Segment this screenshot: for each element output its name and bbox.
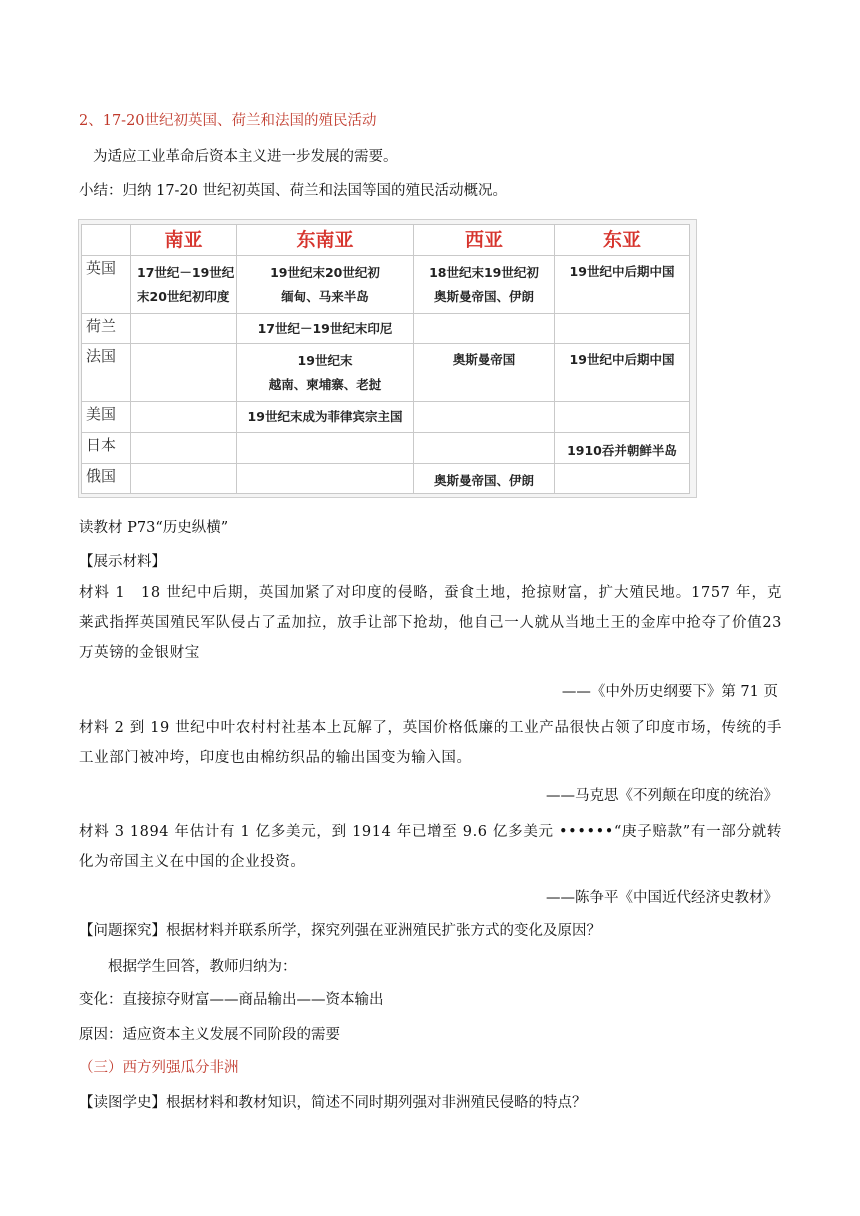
table-header-southeast-asia: 东南亚 [237, 225, 414, 256]
intro-text: 为适应工业革命后资本主义进一步发展的需要。 [93, 149, 398, 165]
table-cell [131, 464, 237, 494]
country-cell: 荷兰 [82, 314, 131, 344]
table-cell [131, 314, 237, 344]
table-row [82, 402, 690, 433]
table-row [82, 464, 690, 494]
question-explore: 【问题探究】根据材料并联系所学，探究列强在亚洲殖民扩张方式的变化及原因？ [79, 923, 601, 939]
table-cell [555, 464, 690, 494]
table-cell: 17世纪－19世纪末印尼 [237, 314, 414, 344]
table-cell: 19世纪末成为菲律宾宗主国 [237, 402, 414, 433]
country-cell: 俄国 [82, 464, 131, 494]
country-cell: 日本 [82, 433, 131, 464]
read-textbook-line: 读教材 P73“历史纵横” [79, 520, 229, 536]
table-cell [555, 402, 690, 433]
table-header-west-asia: 西亚 [414, 225, 555, 256]
table-cell [555, 314, 690, 344]
material-1-text: 材料 1 18 世纪中后期，英国加紧了对印度的侵略，蚕食土地，抢掠财富，扩大殖民地。1757 年，克莱武指挥英国殖民军队侵占了孟加拉，放手让部下抢劫，他自己一人就从当地土王的金库中抢夺了价值23 万英镑的金银财宝 [79, 585, 782, 661]
table-header-east-asia: 东亚 [555, 225, 690, 256]
table-cell: 19世纪中后期中国 [555, 344, 690, 402]
country-cell: 英国 [82, 256, 131, 314]
table-header-row [82, 225, 690, 256]
table-row [82, 344, 690, 402]
material-2-text: 材料 2 到 19 世纪中叶农村村社基本上瓦解了，英国价格低廉的工业产品很快占领了印度市场，传统的手工业部门被冲垮，印度也由棉纺织品的输出国变为输入国。 [79, 720, 782, 766]
table-row [82, 433, 690, 464]
table-cell: 19世纪末 越南、柬埔寨、老挝 [237, 344, 414, 402]
table-cell: 19世纪末20世纪初 缅甸、马来半岛 [237, 256, 414, 314]
change-line: 变化：直接掠夺财富——商品输出——资本输出 [79, 992, 384, 1008]
table-row [82, 314, 690, 344]
section-3-heading: （三）西方列强瓜分非洲 [79, 1060, 239, 1076]
summary-text: 小结：归纳 17-20 世纪初英国、荷兰和法国等国的殖民活动概况。 [79, 183, 508, 199]
material-2-source: ——马克思《不列颠在印度的统治》 [546, 788, 778, 804]
colonial-activity-table-image [78, 219, 697, 498]
table-cell [414, 402, 555, 433]
table-cell [131, 433, 237, 464]
country-cell: 美国 [82, 402, 131, 433]
reason-line: 原因：适应资本主义发展不同阶段的需要 [79, 1027, 340, 1043]
table-cell [237, 464, 414, 494]
country-cell: 法国 [82, 344, 131, 402]
colonial-activity-table [81, 224, 690, 494]
show-material-label: 【展示材料】 [79, 554, 166, 570]
map-study-question: 【读图学史】根据材料和教材知识，简述不同时期列强对非洲殖民侵略的特点？ [79, 1095, 587, 1111]
table-cell: 奥斯曼帝国 [414, 344, 555, 402]
table-cell: 18世纪末19世纪初 奥斯曼帝国、伊朗 [414, 256, 555, 314]
table-cell [414, 433, 555, 464]
table-cell [414, 314, 555, 344]
table-cell: 1910吞并朝鲜半岛 [555, 433, 690, 464]
teacher-summary-intro: 根据学生回答，教师归纳为： [108, 959, 297, 975]
material-1-source: ——《中外历史纲要下》第 71 页 [561, 684, 778, 700]
table-header-corner [82, 225, 131, 256]
table-cell [131, 402, 237, 433]
material-3-source: ——陈争平《中国近代经济史教材》 [546, 890, 778, 906]
material-3-text: 材料 3 1894 年估计有 1 亿多美元，到 1914 年已增至 9.6 亿多美元 ••••••“庚子赔款”有一部分就转化为帝国主义在中国的企业投资。 [79, 824, 782, 870]
table-cell [131, 344, 237, 402]
section-heading: 2、17-20世纪初英国、荷兰和法国的殖民活动 [79, 113, 377, 129]
table-row [82, 256, 690, 314]
table-cell [237, 433, 414, 464]
table-cell: 19世纪中后期中国 [555, 256, 690, 314]
table-header-south-asia: 南亚 [131, 225, 237, 256]
table-cell: 奥斯曼帝国、伊朗 [414, 464, 555, 494]
table-cell: 17世纪－19世纪末20世纪初印度 [131, 256, 237, 314]
